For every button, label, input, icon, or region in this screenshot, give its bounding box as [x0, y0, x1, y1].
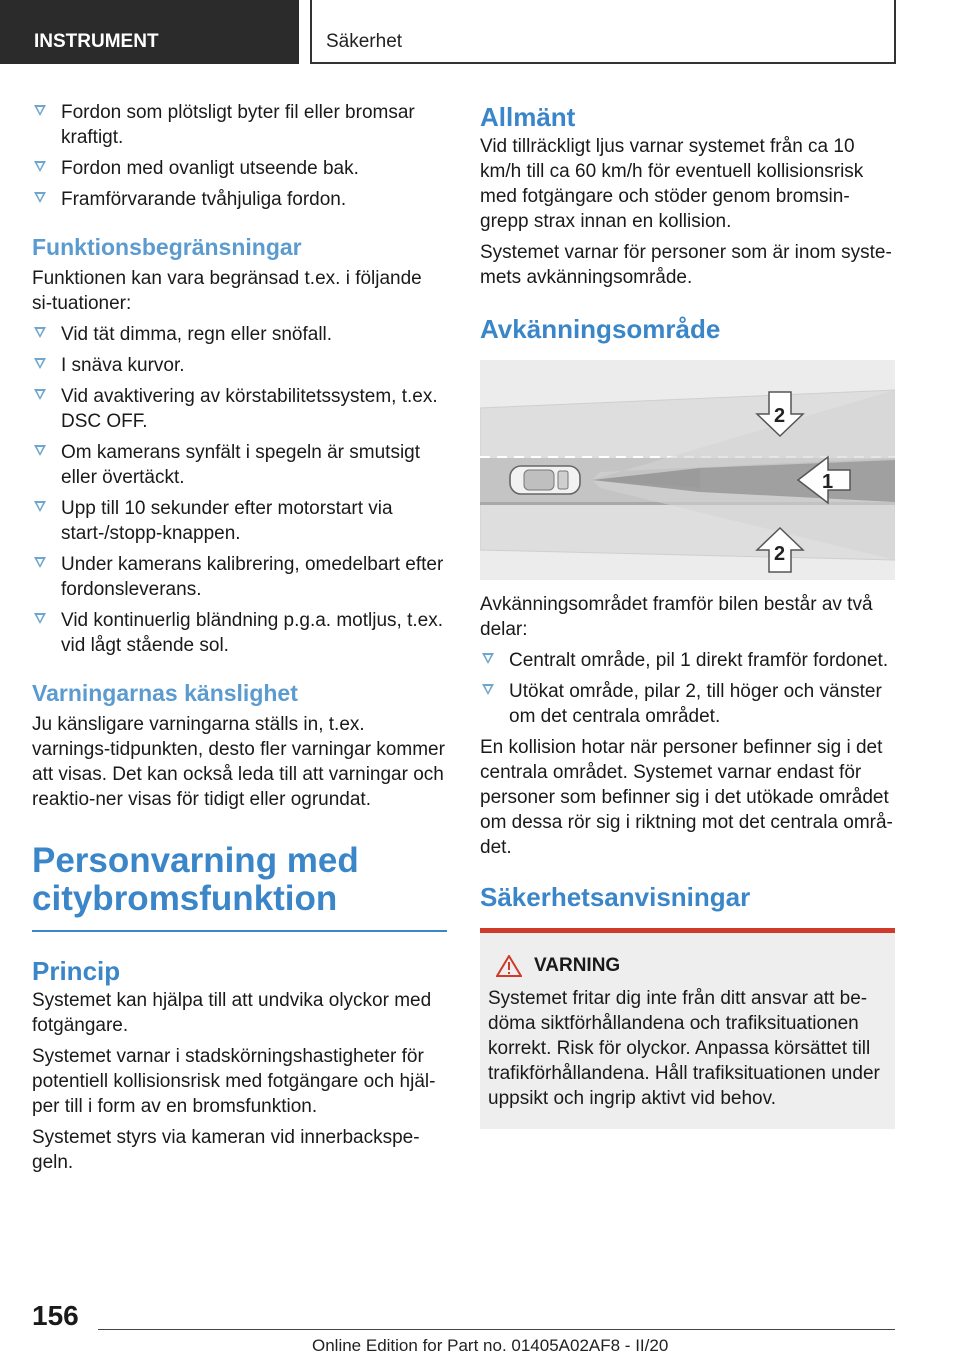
limitations-heading: Funktionsbegränsningar [32, 234, 302, 260]
warning-title: VARNING [534, 955, 621, 976]
section-label: INSTRUMENT [34, 31, 159, 52]
detection-paragraph: En kollision hotar när personer befinner sig i det centrala området. Systemet varnar endast för personer som befinner sig i det utökade området om dessa rör sig i riktning mot det centrala områ-det. [480, 737, 893, 858]
list-item: Vid tät dimma, regn eller snöfall. [32, 322, 447, 347]
warning-triangle-icon [496, 955, 522, 977]
general-heading: Allmänt [480, 102, 576, 132]
detection-intro: Avkänningsområdet framför bilen består av två delar: [480, 594, 873, 640]
chapter-label: Säkerhet [326, 31, 403, 52]
list-item: Upp till 10 sekunder efter motorstart via start-/stopp-knappen. [32, 496, 447, 546]
limitations-list [32, 322, 447, 658]
vehicle-bullet-list [32, 100, 447, 212]
arrow-1-label: 1 [822, 471, 834, 493]
heading-rule [32, 930, 447, 932]
triangle-bullet-icon [34, 358, 46, 369]
triangle-bullet-icon [34, 445, 46, 456]
warning-box [480, 928, 895, 1129]
principle-heading: Princip [32, 956, 121, 986]
limitations-intro: Funktionen kan vara begränsad t.ex. i följande si-tuationer: [32, 268, 422, 314]
triangle-bullet-icon [34, 389, 46, 400]
detection-area-diagram [480, 360, 895, 580]
triangle-bullet-icon [482, 653, 494, 664]
list-item: Centralt område, pil 1 direkt framför fordonet. [480, 648, 895, 673]
list-item: Utökat område, pilar 2, till höger och vänster om det centrala området. [480, 679, 895, 729]
page-number: 156 [32, 1300, 79, 1331]
arrow-2-bottom-label: 2 [774, 543, 786, 565]
warning-text: Systemet fritar dig inte från ditt ansvar att be-döma siktförhållandena och trafiksituationen korrekt. Risk för olyckor. Anpassa körsättet till trafikförhållandena. Håll trafiksituationen under uppsikt och ingrip aktivt vid behov. [488, 988, 880, 1109]
triangle-bullet-icon [34, 557, 46, 568]
right-column [480, 100, 895, 1129]
principle-paragraph: Systemet kan hjälpa till att undvika olyckor med fotgängare. [32, 990, 432, 1036]
triangle-bullet-icon [34, 501, 46, 512]
triangle-bullet-icon [34, 161, 46, 172]
list-item: Fordon med ovanligt utseende bak. [32, 156, 447, 181]
chapter-tab [310, 0, 896, 64]
edition-note: Online Edition for Part no. 01405A02AF8 - II/20 [312, 1336, 669, 1355]
left-column [32, 100, 447, 1181]
main-heading: Personvarning med citybromsfunktion [32, 841, 359, 918]
triangle-bullet-icon [34, 105, 46, 116]
warning-title-row [488, 953, 887, 978]
triangle-bullet-icon [34, 613, 46, 624]
section-tab [0, 0, 299, 64]
detection-heading: Avkänningsområde [480, 314, 721, 344]
triangle-bullet-icon [34, 192, 46, 203]
list-item: Vid kontinuerlig bländning p.g.a. motljus, t.ex. vid lågt stående sol. [32, 608, 447, 658]
arrow-2-top-label: 2 [774, 405, 786, 427]
list-item: Om kamerans synfält i spegeln är smutsigt eller övertäckt. [32, 440, 447, 490]
detection-list [480, 648, 895, 729]
principle-paragraph: Systemet varnar i stadskörningshastigheter för potentiell kollisionsrisk med fotgängare och hjäl-per till i form av en bromsfunktion. [32, 1046, 436, 1117]
principle-paragraph: Systemet styrs via kameran vid innerbackspe-geln. [32, 1127, 420, 1173]
footer-rule [98, 1329, 895, 1330]
list-item: Fordon som plötsligt byter fil eller bromsar kraftigt. [32, 100, 447, 150]
sensitivity-heading: Varningarnas känslighet [32, 680, 298, 706]
general-paragraph: Systemet varnar för personer som är inom syste-mets avkänningsområde. [480, 242, 892, 288]
list-item: Framförvarande tvåhjuliga fordon. [32, 187, 447, 212]
triangle-bullet-icon [482, 684, 494, 695]
list-item: I snäva kurvor. [32, 353, 447, 378]
safety-heading: Säkerhetsanvisningar [480, 882, 751, 912]
triangle-bullet-icon [34, 327, 46, 338]
list-item: Vid avaktivering av körstabilitetssystem, t.ex. DSC OFF. [32, 384, 447, 434]
detection-area-figure [480, 360, 895, 580]
list-item: Under kamerans kalibrering, omedelbart efter fordonsleverans. [32, 552, 447, 602]
general-paragraph: Vid tillräckligt ljus varnar systemet från ca 10 km/h till ca 60 km/h för eventuell kollisionsrisk med fotgängare och stöder genom bromsin-grepp strax innan en kollision. [480, 136, 864, 232]
sensitivity-text: Ju känsligare varningarna ställs in, t.ex. varnings-tidpunkten, desto fler varningar kommer att visas. Det kan också leda till att varningar och reaktio-ner visas för tidigt eller ogrundat. [32, 714, 445, 810]
